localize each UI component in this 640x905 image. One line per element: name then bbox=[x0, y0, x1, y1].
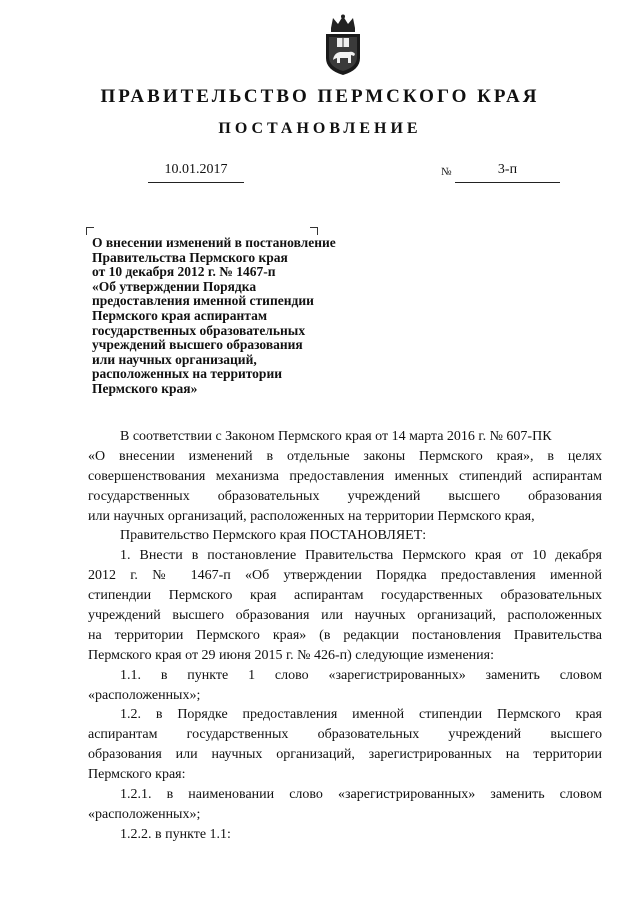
body-line: «расположенных»; bbox=[88, 687, 201, 703]
subject-line: Пермского края аспирантам bbox=[92, 307, 268, 323]
subject-line: предоставления именной стипендии bbox=[92, 293, 314, 309]
document-type: ПОСТАНОВЛЕНИЕ bbox=[218, 120, 422, 137]
subject-line: расположенных на территории bbox=[92, 366, 283, 382]
subject-line: или научных организаций, bbox=[92, 351, 257, 367]
body-line: Правительство Пермского края ПОСТАНОВЛЯЕТ: bbox=[120, 528, 427, 544]
body-line: Пермского края: bbox=[88, 767, 186, 783]
body-line: 1.1. в пункте 1 слово «зарегистрированных» заменить словом bbox=[120, 667, 602, 683]
body-line: совершенствования механизма предоставления именных стипендий аспирантам bbox=[88, 468, 602, 484]
body-line: государственных образовательных учреждений высшего образования bbox=[88, 488, 602, 504]
document-date: 10.01.2017 bbox=[148, 162, 244, 183]
subject-line: Правительства Пермского края bbox=[92, 249, 288, 265]
subject-line: государственных образовательных bbox=[92, 322, 306, 338]
body-line: на территории Пермского края» (в редакции постановления Правительства bbox=[88, 627, 602, 643]
body-line: 1.2.1. в наименовании слово «зарегистрированных» заменить словом bbox=[120, 787, 602, 803]
body-line: 1.2. в Порядке предоставления именной стипендии Пермского края bbox=[120, 707, 602, 723]
organization-title: ПРАВИТЕЛЬСТВО ПЕРМСКОГО КРАЯ bbox=[100, 86, 540, 107]
body-line: образования или научных организаций, зарегистрированных на территории bbox=[88, 747, 602, 763]
body-line: аспирантам государственных образовательных учреждений высшего bbox=[88, 727, 602, 743]
body-line: учреждений высшего образования или научных организаций, расположенных bbox=[88, 608, 602, 624]
body-line: «расположенных»; bbox=[88, 806, 201, 822]
body-line: 2012 г. № 1467-п «Об утверждении Порядка предоставления именной bbox=[88, 568, 602, 584]
body-line: В соответствии с Законом Пермского края от 14 марта 2016 г. № 607-ПК bbox=[120, 429, 552, 444]
subject-line: «Об утверждении Порядка bbox=[92, 278, 257, 294]
body-line: 1.2.2. в пункте 1.1: bbox=[120, 826, 231, 842]
body-line: Пермского края от 29 июня 2015 г. № 426-п) следующие изменения: bbox=[88, 647, 494, 663]
coat-of-arms-icon bbox=[322, 14, 364, 76]
subject-line: от 10 декабря 2012 г. № 1467-п bbox=[92, 264, 276, 280]
body-line: «О внесении изменений в отдельные законы Пермского края», в целях bbox=[88, 448, 602, 464]
body-line: 1. Внести в постановление Правительства Пермского края от 10 декабря bbox=[120, 548, 602, 564]
subject-line: Пермского края» bbox=[92, 380, 198, 396]
subject-bracket-left bbox=[86, 227, 94, 235]
document-body bbox=[88, 427, 602, 845]
subject-line: О внесении изменений в постановление bbox=[92, 235, 336, 250]
document-number: 3-п bbox=[455, 162, 560, 183]
number-label: № bbox=[441, 166, 452, 178]
body-line: или научных организаций, расположенных на территории Пермского края, bbox=[88, 508, 535, 524]
document-subject bbox=[92, 236, 382, 397]
body-line: стипендии Пермского края аспирантам государственных образовательных bbox=[88, 588, 602, 604]
subject-bracket-right bbox=[310, 227, 318, 235]
subject-line: учреждений высшего образования bbox=[92, 337, 303, 353]
